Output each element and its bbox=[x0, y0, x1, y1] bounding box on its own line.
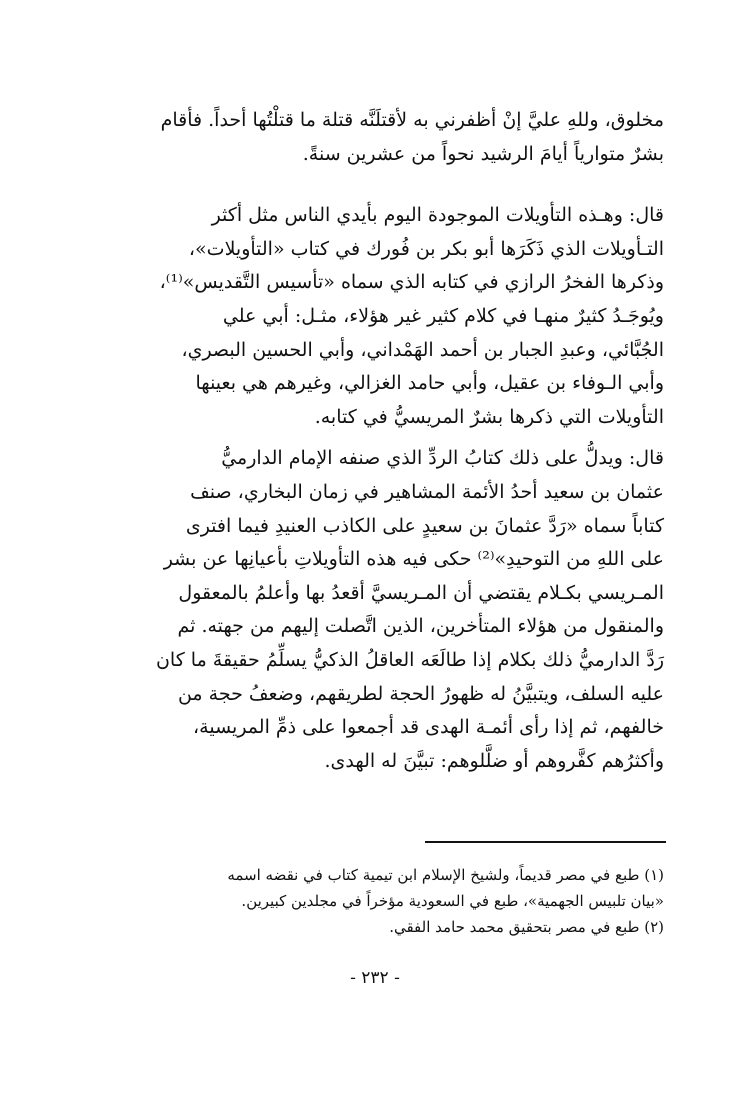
footnote-1-continuation: «بيان تلبيس الجهمية»، طبع في السعودية مؤخراً في مجلدين كبيرين. bbox=[241, 892, 664, 910]
footnote-divider bbox=[425, 841, 666, 843]
paragraph-1 bbox=[86, 104, 664, 171]
text-line: قال: ويدلُّ على ذلك كتابُ الردِّ الذي صنفه الإمام الدارميُّ bbox=[221, 447, 664, 470]
text-line: بشرٌ متوارياً أيامَ الرشيد نحواً من عشرين سنةً. bbox=[302, 142, 664, 165]
text-line: وأكثرُهم كفَّروهم أو ضلَّلوهم: تبيَّنَ له الهدى. bbox=[324, 749, 664, 772]
text-line: كتاباً سماه «رَدَّ عثمانَ بن سعيدٍ على الكاذب العنيدِ فيما افترى bbox=[185, 514, 664, 537]
text-line: رَدَّ الدارميُّ ذلك بكلام إذا طالَعَه العاقلُ الذكيُّ يسلِّمُ حقيقةَ ما كان bbox=[155, 648, 664, 671]
footnote-2: (٢) طبع في مصر بتحقيق محمد حامد الفقي. bbox=[389, 918, 664, 936]
text-line: خالفهم، ثم إذا رأى أئمـة الهدى قد أجمعوا على ذمِّ المريسية، bbox=[193, 716, 664, 739]
text-line: مخلوق، وللهِ عليَّ إنْ أظفرني به لأقتلَنَّه قتلة ما قتلْتُها أحداً. فأقام bbox=[160, 109, 664, 131]
text-line: والمنقول من هؤلاء المتأخرين، الذين اتَّصلت إليهم من جهته. ثم bbox=[177, 615, 664, 638]
text-line: وذكرها الفخرُ الرازي في كتابه الذي سماه «تأسيس التَّقديس»⁽¹⁾، bbox=[159, 271, 664, 294]
text-line: الجُبَّائي، وعبدِ الجبار بن أحمد الهَمْداني، وأبي الحسين البصري، bbox=[181, 338, 664, 361]
main-text bbox=[86, 104, 664, 778]
text-line: المـريسي بكـلام يقتضي أن المـريسيَّ أقعدُ بها وأعلمُ بالمعقول bbox=[178, 581, 664, 604]
page-number: - ٢٣٢ - bbox=[350, 968, 400, 988]
text-line: عثمان بن سعيد أحدُ الأئمة المشاهير في زمان البخاري، صنف bbox=[190, 480, 664, 503]
text-line: على اللهِ من التوحيدِ»⁽²⁾ حكى فيه هذه التأويلاتِ بأعيانِها عن بشر bbox=[163, 548, 664, 571]
paragraph-2 bbox=[86, 199, 664, 434]
text-line: التـأويلات الذي ذَكَرَها أبو بكر بن فُورك في كتاب «التأويلات»، bbox=[188, 237, 664, 260]
text-line: وأبي الـوفاء بن عقيل، وأبي حامد الغزالي، وغيرهم هي بعينها bbox=[195, 372, 664, 395]
text-line: عليه السلف، ويتبيَّنُ له ظهورُ الحجة لطريقهم، وضعفُ حجة من bbox=[177, 682, 664, 705]
footnote-1: (١) طبع في مصر قديماً، ولشيخ الإسلام ابن تيمية كتاب في نقضه اسمه bbox=[227, 866, 664, 884]
footnotes bbox=[86, 862, 664, 940]
text-line: التأويلات التي ذكرها بشرٌ المريسيُّ في كتابه. bbox=[314, 405, 664, 428]
paragraph-gap bbox=[86, 171, 664, 199]
text-line: ويُوجَـدُ كثيرٌ منهـا في كلام كثير غير هؤلاء، مثـل: أبي علي bbox=[222, 304, 664, 327]
paragraph-3 bbox=[86, 442, 664, 778]
text-line: قال: وهـذه التأويلات الموجودة اليوم بأيدي الناس مثل أكثر bbox=[211, 204, 664, 227]
